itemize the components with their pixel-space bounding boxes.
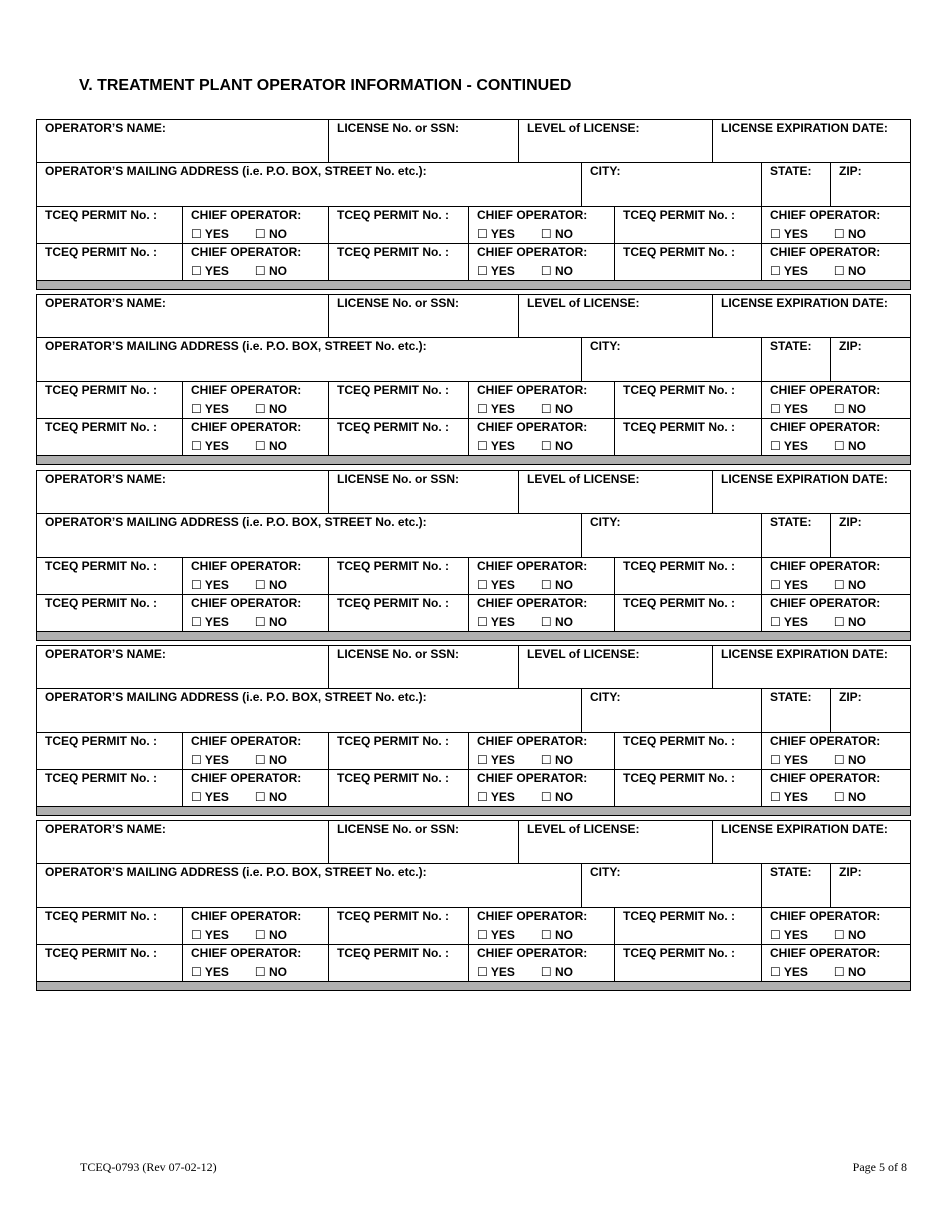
yes-checkbox[interactable]: ☐ — [191, 615, 202, 629]
chief-operator-field: CHIEF OPERATOR: ☐ YES ☐ NO — [469, 382, 615, 419]
permit-number-field[interactable]: TCEQ PERMIT No. : — [615, 595, 762, 632]
mailing-address-field[interactable]: OPERATOR’S MAILING ADDRESS (i.e. P.O. BOX, STREET No. etc.): — [37, 163, 582, 207]
permit-number-field[interactable]: TCEQ PERMIT No. : — [615, 207, 762, 244]
chief-operator-field: CHIEF OPERATOR: ☐ YES ☐ NO — [762, 419, 911, 456]
yes-checkbox[interactable]: ☐ — [191, 790, 202, 804]
yes-checkbox[interactable]: ☐ — [191, 928, 202, 942]
no-checkbox[interactable]: ☐ — [833, 402, 845, 416]
permit-number-field[interactable]: TCEQ PERMIT No. : — [615, 244, 762, 281]
yes-checkbox[interactable]: ☐ — [191, 753, 202, 767]
operator-block — [36, 470, 910, 646]
operator-table — [36, 119, 911, 290]
yes-checkbox[interactable]: ☐ — [191, 965, 202, 979]
chief-operator-field: CHIEF OPERATOR: ☐ YES ☐ NO — [762, 945, 911, 982]
permit-number-field[interactable]: TCEQ PERMIT No. : — [329, 595, 469, 632]
zip-field[interactable]: ZIP: — [831, 689, 911, 733]
no-checkbox[interactable]: ☐ — [254, 928, 266, 942]
permit-number-field[interactable]: TCEQ PERMIT No. : — [615, 908, 762, 945]
mailing-address-field[interactable]: OPERATOR’S MAILING ADDRESS (i.e. P.O. BOX, STREET No. etc.): — [37, 514, 582, 558]
no-checkbox[interactable]: ☐ — [254, 790, 266, 804]
license-level-field[interactable]: LEVEL of LICENSE: — [519, 120, 713, 163]
permit-number-field[interactable]: TCEQ PERMIT No. : — [37, 733, 183, 770]
yes-checkbox[interactable]: ☐ — [770, 402, 781, 416]
yes-checkbox[interactable]: ☐ — [770, 439, 781, 453]
zip-field[interactable]: ZIP: — [831, 163, 911, 207]
operator-block — [36, 820, 910, 996]
permit-number-field[interactable]: TCEQ PERMIT No. : — [329, 908, 469, 945]
permit-number-field[interactable]: TCEQ PERMIT No. : — [329, 558, 469, 595]
chief-operator-field: CHIEF OPERATOR: ☐ YES ☐ NO — [183, 419, 329, 456]
chief-operator-field: CHIEF OPERATOR: ☐ YES ☐ NO — [469, 244, 615, 281]
yes-checkbox[interactable]: ☐ — [191, 402, 202, 416]
permit-number-field[interactable]: TCEQ PERMIT No. : — [37, 207, 183, 244]
separator-bar — [37, 982, 911, 991]
operator-name-field[interactable]: OPERATOR’S NAME: — [37, 471, 329, 514]
yes-checkbox[interactable]: ☐ — [770, 227, 781, 241]
permit-number-field[interactable]: TCEQ PERMIT No. : — [329, 419, 469, 456]
permit-number-field[interactable]: TCEQ PERMIT No. : — [615, 382, 762, 419]
separator-bar — [37, 456, 911, 465]
yes-checkbox[interactable]: ☐ — [770, 790, 781, 804]
no-checkbox[interactable]: ☐ — [254, 227, 266, 241]
license-level-field[interactable]: LEVEL of LICENSE: — [519, 295, 713, 338]
chief-operator-field: CHIEF OPERATOR: ☐ YES ☐ NO — [183, 945, 329, 982]
license-expiration-field[interactable]: LICENSE EXPIRATION DATE: — [713, 120, 911, 163]
operator-table — [36, 294, 911, 465]
yes-checkbox[interactable]: ☐ — [477, 402, 488, 416]
no-checkbox[interactable]: ☐ — [254, 578, 266, 592]
city-field[interactable]: CITY: — [582, 514, 762, 558]
no-checkbox[interactable]: ☐ — [254, 753, 266, 767]
chief-operator-field: CHIEF OPERATOR: ☐ YES ☐ NO — [469, 733, 615, 770]
state-field[interactable]: STATE: — [762, 689, 831, 733]
no-checkbox[interactable]: ☐ — [833, 578, 845, 592]
chief-operator-field: CHIEF OPERATOR: ☐ YES ☐ NO — [469, 207, 615, 244]
chief-operator-field: CHIEF OPERATOR: ☐ YES ☐ NO — [183, 770, 329, 807]
chief-operator-field: CHIEF OPERATOR: ☐ YES ☐ NO — [762, 595, 911, 632]
operator-table — [36, 820, 911, 991]
yes-checkbox[interactable]: ☐ — [191, 264, 202, 278]
operator-block — [36, 645, 910, 821]
permit-number-field[interactable]: TCEQ PERMIT No. : — [329, 244, 469, 281]
no-checkbox[interactable]: ☐ — [540, 928, 552, 942]
form-id: TCEQ-0793 (Rev 07-02-12) — [80, 1160, 217, 1174]
yes-checkbox[interactable]: ☐ — [191, 227, 202, 241]
page-number: Page 5 of 8 — [852, 1160, 907, 1174]
zip-field[interactable]: ZIP: — [831, 338, 911, 382]
operator-name-field[interactable]: OPERATOR’S NAME: — [37, 295, 329, 338]
permit-number-field[interactable]: TCEQ PERMIT No. : — [329, 207, 469, 244]
yes-checkbox[interactable]: ☐ — [477, 615, 488, 629]
license-expiration-field[interactable]: LICENSE EXPIRATION DATE: — [713, 821, 911, 864]
license-number-field[interactable]: LICENSE No. or SSN: — [329, 120, 519, 163]
permit-number-field[interactable]: TCEQ PERMIT No. : — [37, 382, 183, 419]
zip-field[interactable]: ZIP: — [831, 514, 911, 558]
permit-number-field[interactable]: TCEQ PERMIT No. : — [37, 908, 183, 945]
permit-number-field[interactable]: TCEQ PERMIT No. : — [615, 945, 762, 982]
no-checkbox[interactable]: ☐ — [540, 264, 552, 278]
operator-block — [36, 294, 910, 470]
permit-number-field[interactable]: TCEQ PERMIT No. : — [37, 770, 183, 807]
chief-operator-field: CHIEF OPERATOR: ☐ YES ☐ NO — [183, 244, 329, 281]
no-checkbox[interactable]: ☐ — [540, 753, 552, 767]
chief-operator-field: CHIEF OPERATOR: ☐ YES ☐ NO — [183, 908, 329, 945]
no-checkbox[interactable]: ☐ — [254, 965, 266, 979]
state-field[interactable]: STATE: — [762, 514, 831, 558]
permit-number-field[interactable]: TCEQ PERMIT No. : — [37, 595, 183, 632]
no-checkbox[interactable]: ☐ — [540, 965, 552, 979]
operator-name-field[interactable]: OPERATOR’S NAME: — [37, 120, 329, 163]
operator-name-field[interactable]: OPERATOR’S NAME: — [37, 646, 329, 689]
no-checkbox[interactable]: ☐ — [833, 227, 845, 241]
no-checkbox[interactable]: ☐ — [540, 227, 552, 241]
no-checkbox[interactable]: ☐ — [833, 753, 845, 767]
operator-table — [36, 645, 911, 816]
operator-table — [36, 470, 911, 641]
chief-operator-field: CHIEF OPERATOR: ☐ YES ☐ NO — [762, 558, 911, 595]
yes-checkbox[interactable]: ☐ — [477, 227, 488, 241]
permit-number-field[interactable]: TCEQ PERMIT No. : — [615, 733, 762, 770]
chief-operator-field: CHIEF OPERATOR: ☐ YES ☐ NO — [469, 770, 615, 807]
yes-checkbox[interactable]: ☐ — [770, 928, 781, 942]
yes-checkbox[interactable]: ☐ — [770, 264, 781, 278]
no-checkbox[interactable]: ☐ — [833, 615, 845, 629]
mailing-address-field[interactable]: OPERATOR’S MAILING ADDRESS (i.e. P.O. BOX, STREET No. etc.): — [37, 338, 582, 382]
license-level-field[interactable]: LEVEL of LICENSE: — [519, 646, 713, 689]
permit-number-field[interactable]: TCEQ PERMIT No. : — [615, 419, 762, 456]
chief-operator-field: CHIEF OPERATOR: ☐ YES ☐ NO — [469, 595, 615, 632]
city-field[interactable]: CITY: — [582, 864, 762, 908]
license-level-field[interactable]: LEVEL of LICENSE: — [519, 821, 713, 864]
yes-checkbox[interactable]: ☐ — [477, 578, 488, 592]
license-number-field[interactable]: LICENSE No. or SSN: — [329, 821, 519, 864]
chief-operator-field: CHIEF OPERATOR: ☐ YES ☐ NO — [469, 558, 615, 595]
no-checkbox[interactable]: ☐ — [254, 615, 266, 629]
permit-number-field[interactable]: TCEQ PERMIT No. : — [37, 244, 183, 281]
state-field[interactable]: STATE: — [762, 864, 831, 908]
chief-operator-field: CHIEF OPERATOR: ☐ YES ☐ NO — [762, 770, 911, 807]
yes-checkbox[interactable]: ☐ — [477, 264, 488, 278]
yes-checkbox[interactable]: ☐ — [477, 965, 488, 979]
permit-number-field[interactable]: TCEQ PERMIT No. : — [329, 733, 469, 770]
city-field[interactable]: CITY: — [582, 689, 762, 733]
city-field[interactable]: CITY: — [582, 163, 762, 207]
chief-operator-field: CHIEF OPERATOR: ☐ YES ☐ NO — [183, 382, 329, 419]
license-expiration-field[interactable]: LICENSE EXPIRATION DATE: — [713, 471, 911, 514]
no-checkbox[interactable]: ☐ — [833, 439, 845, 453]
no-checkbox[interactable]: ☐ — [540, 578, 552, 592]
no-checkbox[interactable]: ☐ — [540, 402, 552, 416]
yes-checkbox[interactable]: ☐ — [770, 965, 781, 979]
section-title: V. TREATMENT PLANT OPERATOR INFORMATION - CONTINUED — [79, 77, 572, 94]
state-field[interactable]: STATE: — [762, 163, 831, 207]
license-number-field[interactable]: LICENSE No. or SSN: — [329, 471, 519, 514]
chief-operator-field: CHIEF OPERATOR: ☐ YES ☐ NO — [469, 945, 615, 982]
chief-operator-field: CHIEF OPERATOR: ☐ YES ☐ NO — [469, 419, 615, 456]
separator-bar — [37, 281, 911, 290]
chief-operator-field: CHIEF OPERATOR: ☐ YES ☐ NO — [469, 908, 615, 945]
city-field[interactable]: CITY: — [582, 338, 762, 382]
no-checkbox[interactable]: ☐ — [254, 264, 266, 278]
chief-operator-field: CHIEF OPERATOR: ☐ YES ☐ NO — [762, 207, 911, 244]
chief-operator-field: CHIEF OPERATOR: ☐ YES ☐ NO — [183, 558, 329, 595]
separator-bar — [37, 807, 911, 816]
license-expiration-field[interactable]: LICENSE EXPIRATION DATE: — [713, 295, 911, 338]
chief-operator-field: CHIEF OPERATOR: ☐ YES ☐ NO — [762, 733, 911, 770]
yes-checkbox[interactable]: ☐ — [191, 439, 202, 453]
permit-number-field[interactable]: TCEQ PERMIT No. : — [37, 945, 183, 982]
license-level-field[interactable]: LEVEL of LICENSE: — [519, 471, 713, 514]
mailing-address-field[interactable]: OPERATOR’S MAILING ADDRESS (i.e. P.O. BOX, STREET No. etc.): — [37, 864, 582, 908]
permit-number-field[interactable]: TCEQ PERMIT No. : — [329, 770, 469, 807]
chief-operator-field: CHIEF OPERATOR: ☐ YES ☐ NO — [762, 244, 911, 281]
yes-checkbox[interactable]: ☐ — [770, 753, 781, 767]
chief-operator-field: CHIEF OPERATOR: ☐ YES ☐ NO — [762, 382, 911, 419]
state-field[interactable]: STATE: — [762, 338, 831, 382]
license-number-field[interactable]: LICENSE No. or SSN: — [329, 646, 519, 689]
yes-checkbox[interactable]: ☐ — [477, 439, 488, 453]
operator-name-field[interactable]: OPERATOR’S NAME: — [37, 821, 329, 864]
mailing-address-field[interactable]: OPERATOR’S MAILING ADDRESS (i.e. P.O. BOX, STREET No. etc.): — [37, 689, 582, 733]
operator-block — [36, 119, 910, 295]
permit-number-field[interactable]: TCEQ PERMIT No. : — [615, 770, 762, 807]
no-checkbox[interactable]: ☐ — [833, 965, 845, 979]
separator-bar — [37, 632, 911, 641]
permit-number-field[interactable]: TCEQ PERMIT No. : — [37, 558, 183, 595]
permit-number-field[interactable]: TCEQ PERMIT No. : — [329, 945, 469, 982]
yes-checkbox[interactable]: ☐ — [770, 615, 781, 629]
no-checkbox[interactable]: ☐ — [540, 439, 552, 453]
permit-number-field[interactable]: TCEQ PERMIT No. : — [329, 382, 469, 419]
zip-field[interactable]: ZIP: — [831, 864, 911, 908]
yes-checkbox[interactable]: ☐ — [477, 753, 488, 767]
no-checkbox[interactable]: ☐ — [254, 439, 266, 453]
permit-number-field[interactable]: TCEQ PERMIT No. : — [37, 419, 183, 456]
no-checkbox[interactable]: ☐ — [833, 928, 845, 942]
yes-checkbox[interactable]: ☐ — [770, 578, 781, 592]
permit-number-field[interactable]: TCEQ PERMIT No. : — [615, 558, 762, 595]
no-checkbox[interactable]: ☐ — [540, 615, 552, 629]
chief-operator-field: CHIEF OPERATOR: ☐ YES ☐ NO — [762, 908, 911, 945]
chief-operator-field: CHIEF OPERATOR: ☐ YES ☐ NO — [183, 733, 329, 770]
no-checkbox[interactable]: ☐ — [540, 790, 552, 804]
no-checkbox[interactable]: ☐ — [833, 264, 845, 278]
license-expiration-field[interactable]: LICENSE EXPIRATION DATE: — [713, 646, 911, 689]
chief-operator-field: CHIEF OPERATOR: ☐ YES ☐ NO — [183, 595, 329, 632]
no-checkbox[interactable]: ☐ — [254, 402, 266, 416]
chief-operator-field: CHIEF OPERATOR: ☐ YES ☐ NO — [183, 207, 329, 244]
yes-checkbox[interactable]: ☐ — [477, 928, 488, 942]
no-checkbox[interactable]: ☐ — [833, 790, 845, 804]
license-number-field[interactable]: LICENSE No. or SSN: — [329, 295, 519, 338]
yes-checkbox[interactable]: ☐ — [477, 790, 488, 804]
yes-checkbox[interactable]: ☐ — [191, 578, 202, 592]
